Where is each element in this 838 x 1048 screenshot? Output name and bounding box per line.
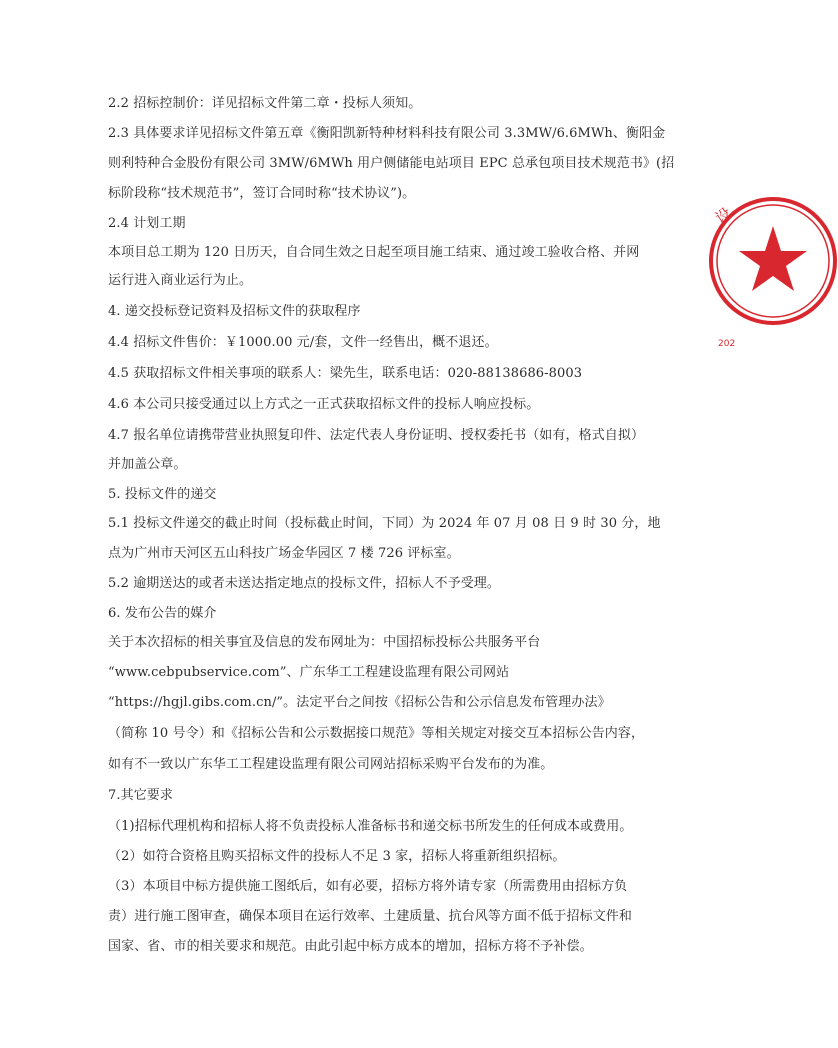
text-line: 关于本次招标的相关事宜及信息的发布网址为：中国招标投标公共服务平台 bbox=[108, 635, 541, 650]
text-line: 本项目总工期为 120 日历天，自合同生效之日起至项目施工结束、通过竣工验收合格、并网 bbox=[108, 245, 640, 260]
text-line: 2.2 招标控制价：详见招标文件第二章・投标人须知。 bbox=[108, 96, 422, 111]
text-line: 4.5 获取招标文件相关事项的联系人：梁先生，联系电话：020-88138686-8003 bbox=[108, 366, 583, 381]
seal-text-bottom: 202 bbox=[718, 339, 736, 349]
text-line: “www.cebpubservice.com”、广东华工工程建设监理有限公司网站 bbox=[108, 665, 510, 680]
text-line: 国家、省、市的相关要求和规范。由此引起中标方成本的增加，招标方将不予补偿。 bbox=[108, 939, 593, 954]
seal-star-icon bbox=[739, 226, 807, 291]
section-heading: 7.其它要求 bbox=[108, 788, 174, 803]
company-seal-stamp bbox=[708, 196, 838, 349]
text-line: “https://hgjl.gibs.com.cn/”。法定平台之间按《招标公告和公示信息发布管理办法》 bbox=[108, 695, 611, 710]
text-line: 如有不一致以广东华工工程建设监理有限公司网站招标采购平台发布的为准。 bbox=[108, 757, 554, 772]
section-heading: 4. 递交投标登记资料及招标文件的获取程序 bbox=[108, 304, 361, 319]
text-line: 5.1 投标文件递交的截止时间（投标截止时间，下同）为 2024 年 07 月 08 日 9 时 30 分，地 bbox=[108, 516, 661, 531]
text-line: 5.2 逾期送达的或者未送达指定地点的投标文件，招标人不予受理。 bbox=[108, 576, 501, 591]
text-line: （简称 10 号令）和《招标公告和公示数据接口规范》等相关规定对接交互本招标公告内容， bbox=[108, 726, 645, 741]
text-line: 4.7 报名单位请携带营业执照复印件、法定代表人身份证明、授权委托书（如有，格式自拟） bbox=[108, 428, 645, 443]
text-line: 4.4 招标文件售价：￥1000.00 元/套，文件一经售出，概不退还。 bbox=[108, 335, 498, 350]
text-line: 责）进行施工图审查，确保本项目在运行效率、土建质量、抗台风等方面不低于招标文件和 bbox=[108, 909, 633, 924]
text-line: 标阶段称“技术规范书”，签订合同时称“技术协议”)。 bbox=[108, 186, 416, 201]
section-heading: 6. 发布公告的媒介 bbox=[108, 606, 217, 621]
seal-text-top: 设 bbox=[711, 203, 735, 228]
section-heading: 2.4 计划工期 bbox=[108, 216, 186, 231]
text-line: 点为广州市天河区五山科技广场金华园区 7 楼 726 评标室。 bbox=[108, 546, 460, 561]
text-line: （3）本项目中标方提供施工图纸后，如有必要，招标方将外请专家（所需费用由招标方负 bbox=[108, 879, 628, 894]
text-line: 4.6 本公司只接受通过以上方式之一正式获取招标文件的投标人响应投标。 bbox=[108, 397, 540, 412]
section-heading: 5. 投标文件的递交 bbox=[108, 487, 217, 502]
text-line: 并加盖公章。 bbox=[108, 457, 187, 472]
text-line: 2.3 具体要求详见招标文件第五章《衡阳凯新特种材料科技有限公司 3.3MW/6.6MWh、衡阳金 bbox=[108, 126, 666, 141]
text-line: 运行进入商业运行为止。 bbox=[108, 273, 253, 288]
text-line: （2）如符合资格且购买招标文件的投标人不足 3 家，招标人将重新组织招标。 bbox=[108, 849, 566, 864]
text-line: （1)招标代理机构和招标人将不负责投标人准备标书和递交标书所发生的任何成本或费用。 bbox=[108, 819, 633, 834]
text-line: 则利特种合金股份有限公司 3MW/6MWh 用户侧储能电站项目 EPC 总承包项目技术规范书》(招 bbox=[108, 156, 675, 171]
